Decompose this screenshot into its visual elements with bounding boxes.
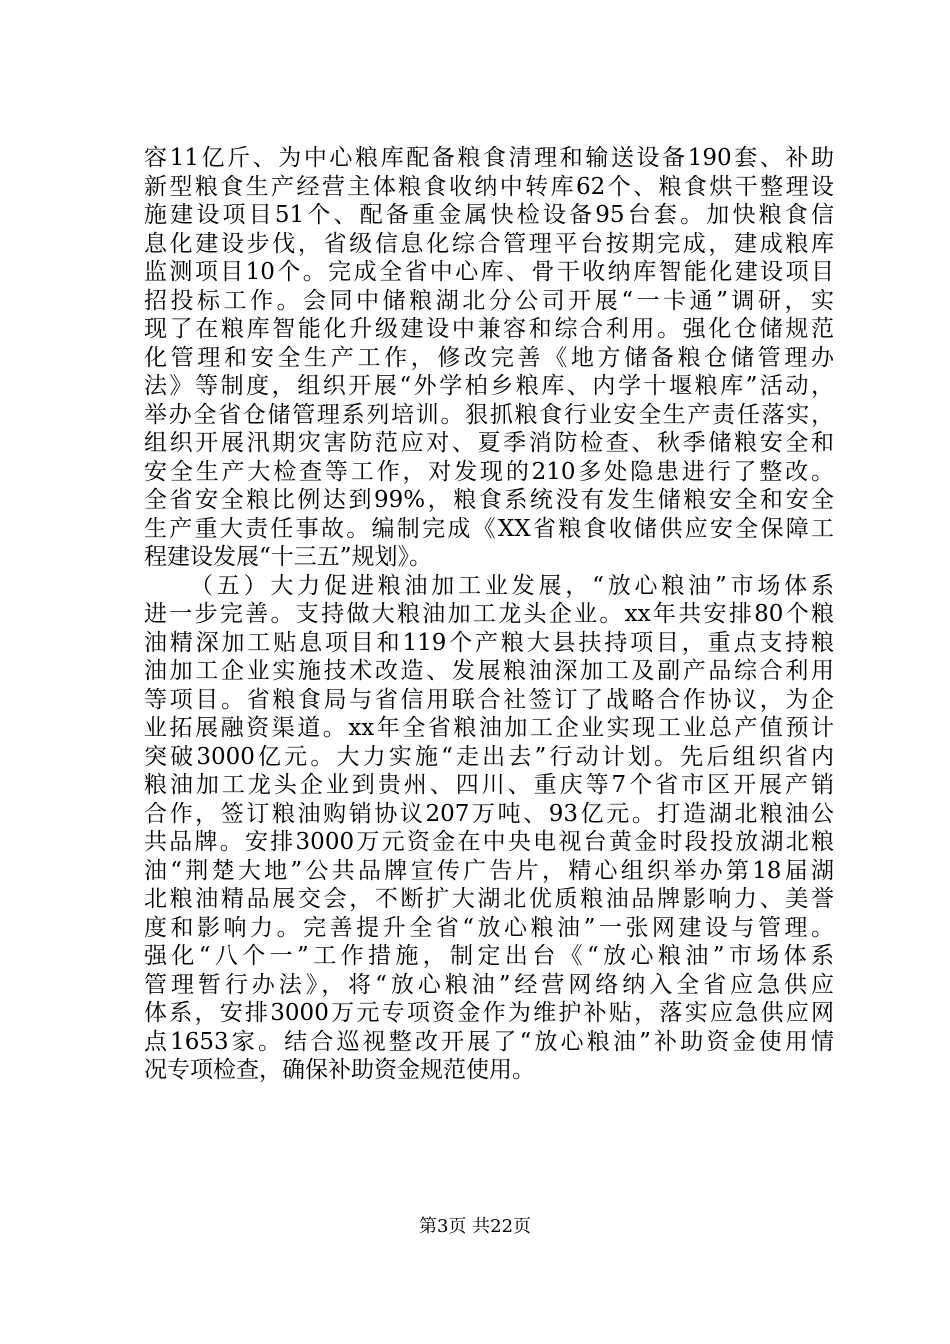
- body-text: [144, 144, 834, 1085]
- text-line: 全省安全粮比例达到99%，粮食系统没有发生储粮安全和安全: [144, 487, 834, 513]
- text-line: 新型粮食生产经营主体粮食收纳中转库62个、粮食烘干整理设: [144, 173, 834, 200]
- text-line: 油精深加工贴息项目和119个产粮大县扶持项目，重点支持粮: [144, 629, 834, 656]
- text-line: 监测项目10个。完成全省中心库、骨干收纳库智能化建设项目: [144, 259, 834, 285]
- text-line: 安全生产大检查等工作，对发现的210多处隐患进行了整改。: [144, 458, 834, 485]
- text-line: 息化建设步伐，省级信息化综合管理平台按期完成，建成粮库: [144, 230, 834, 257]
- text-line: 度和影响力。完善提升全省“放心粮油”一张网建设与管理。: [144, 914, 834, 941]
- text-line: 组织开展汛期灾害防范应对、夏季消防检查、秋季储粮安全和: [144, 430, 834, 456]
- text-line: 业拓展融资渠道。xx年全省粮油加工企业实现工业总产值预计: [144, 715, 834, 741]
- text-line: 体系，安排3000万元专项资金作为维护补贴，落实应急供应网: [144, 1000, 834, 1026]
- text-line: 生产重大责任事故。编制完成《XX省粮食收储供应安全保障工: [144, 515, 834, 542]
- text-line: 施建设项目51个、配备重金属快检设备95台套。加快粮食信: [144, 202, 834, 228]
- text-line: （五）大力促进粮油加工业发展，“放心粮油”市场体系: [190, 572, 834, 599]
- text-line: 油加工企业实施技术改造、发展粮油深加工及副产品综合利用: [144, 658, 834, 684]
- text-line: 强化“八个一”工作措施，制定出台《“放心粮油”市场体系: [144, 943, 834, 969]
- text-line: 共品牌。安排3000万元资金在中央电视台黄金时段投放湖北粮: [144, 829, 834, 855]
- paragraph-1: [144, 144, 834, 572]
- text-line: 举办全省仓储管理系列培训。狠抓粮食行业安全生产责任落实，: [144, 401, 834, 428]
- text-line: 管理暂行办法》，将“放心粮油”经营网络纳入全省应急供应: [144, 971, 834, 998]
- text-line: 法》等制度，组织开展“外学柏乡粮库、内学十堰粮库”活动，: [144, 373, 834, 399]
- text-line: 化管理和安全生产工作，修改完善《地方储备粮仓储管理办: [144, 344, 834, 371]
- text-line: 进一步完善。支持做大粮油加工龙头企业。xx年共安排80个粮: [144, 601, 834, 627]
- text-line: 油“荆楚大地”公共品牌宣传广告片，精心组织举办第18届湖: [144, 857, 834, 884]
- text-line: 况专项检查，确保补助资金规范使用。: [144, 1057, 535, 1083]
- text-line: 容11亿斤、为中心粮库配备粮食清理和输送设备190套、补助: [144, 145, 834, 171]
- text-line: 突破3000亿元。大力实施“走出去”行动计划。先后组织省内: [144, 743, 834, 770]
- paragraph-2: [144, 572, 834, 1085]
- text-line: 合作，签订粮油购销协议207万吨、93亿元。打造湖北粮油公: [144, 800, 834, 827]
- text-line: 现了在粮库智能化升级建设中兼容和综合利用。强化仓储规范: [144, 316, 834, 342]
- text-line: 北粮油精品展交会，不断扩大湖北优质粮油品牌影响力、美誉: [144, 886, 834, 912]
- text-line: 等项目。省粮食局与省信用联合社签订了战略合作协议，为企: [144, 686, 834, 713]
- text-line: 招投标工作。会同中储粮湖北分公司开展“一卡通”调研，实: [144, 287, 834, 314]
- text-line: 程建设发展“十三五”规划》。: [144, 544, 433, 570]
- text-line: 点1653家。结合巡视整改开展了“放心粮油”补助资金使用情: [144, 1028, 834, 1055]
- page-number-footer: 第3页 共22页: [418, 1216, 532, 1237]
- text-line: 粮油加工龙头企业到贵州、四川、重庆等7个省市区开展产销: [144, 772, 834, 798]
